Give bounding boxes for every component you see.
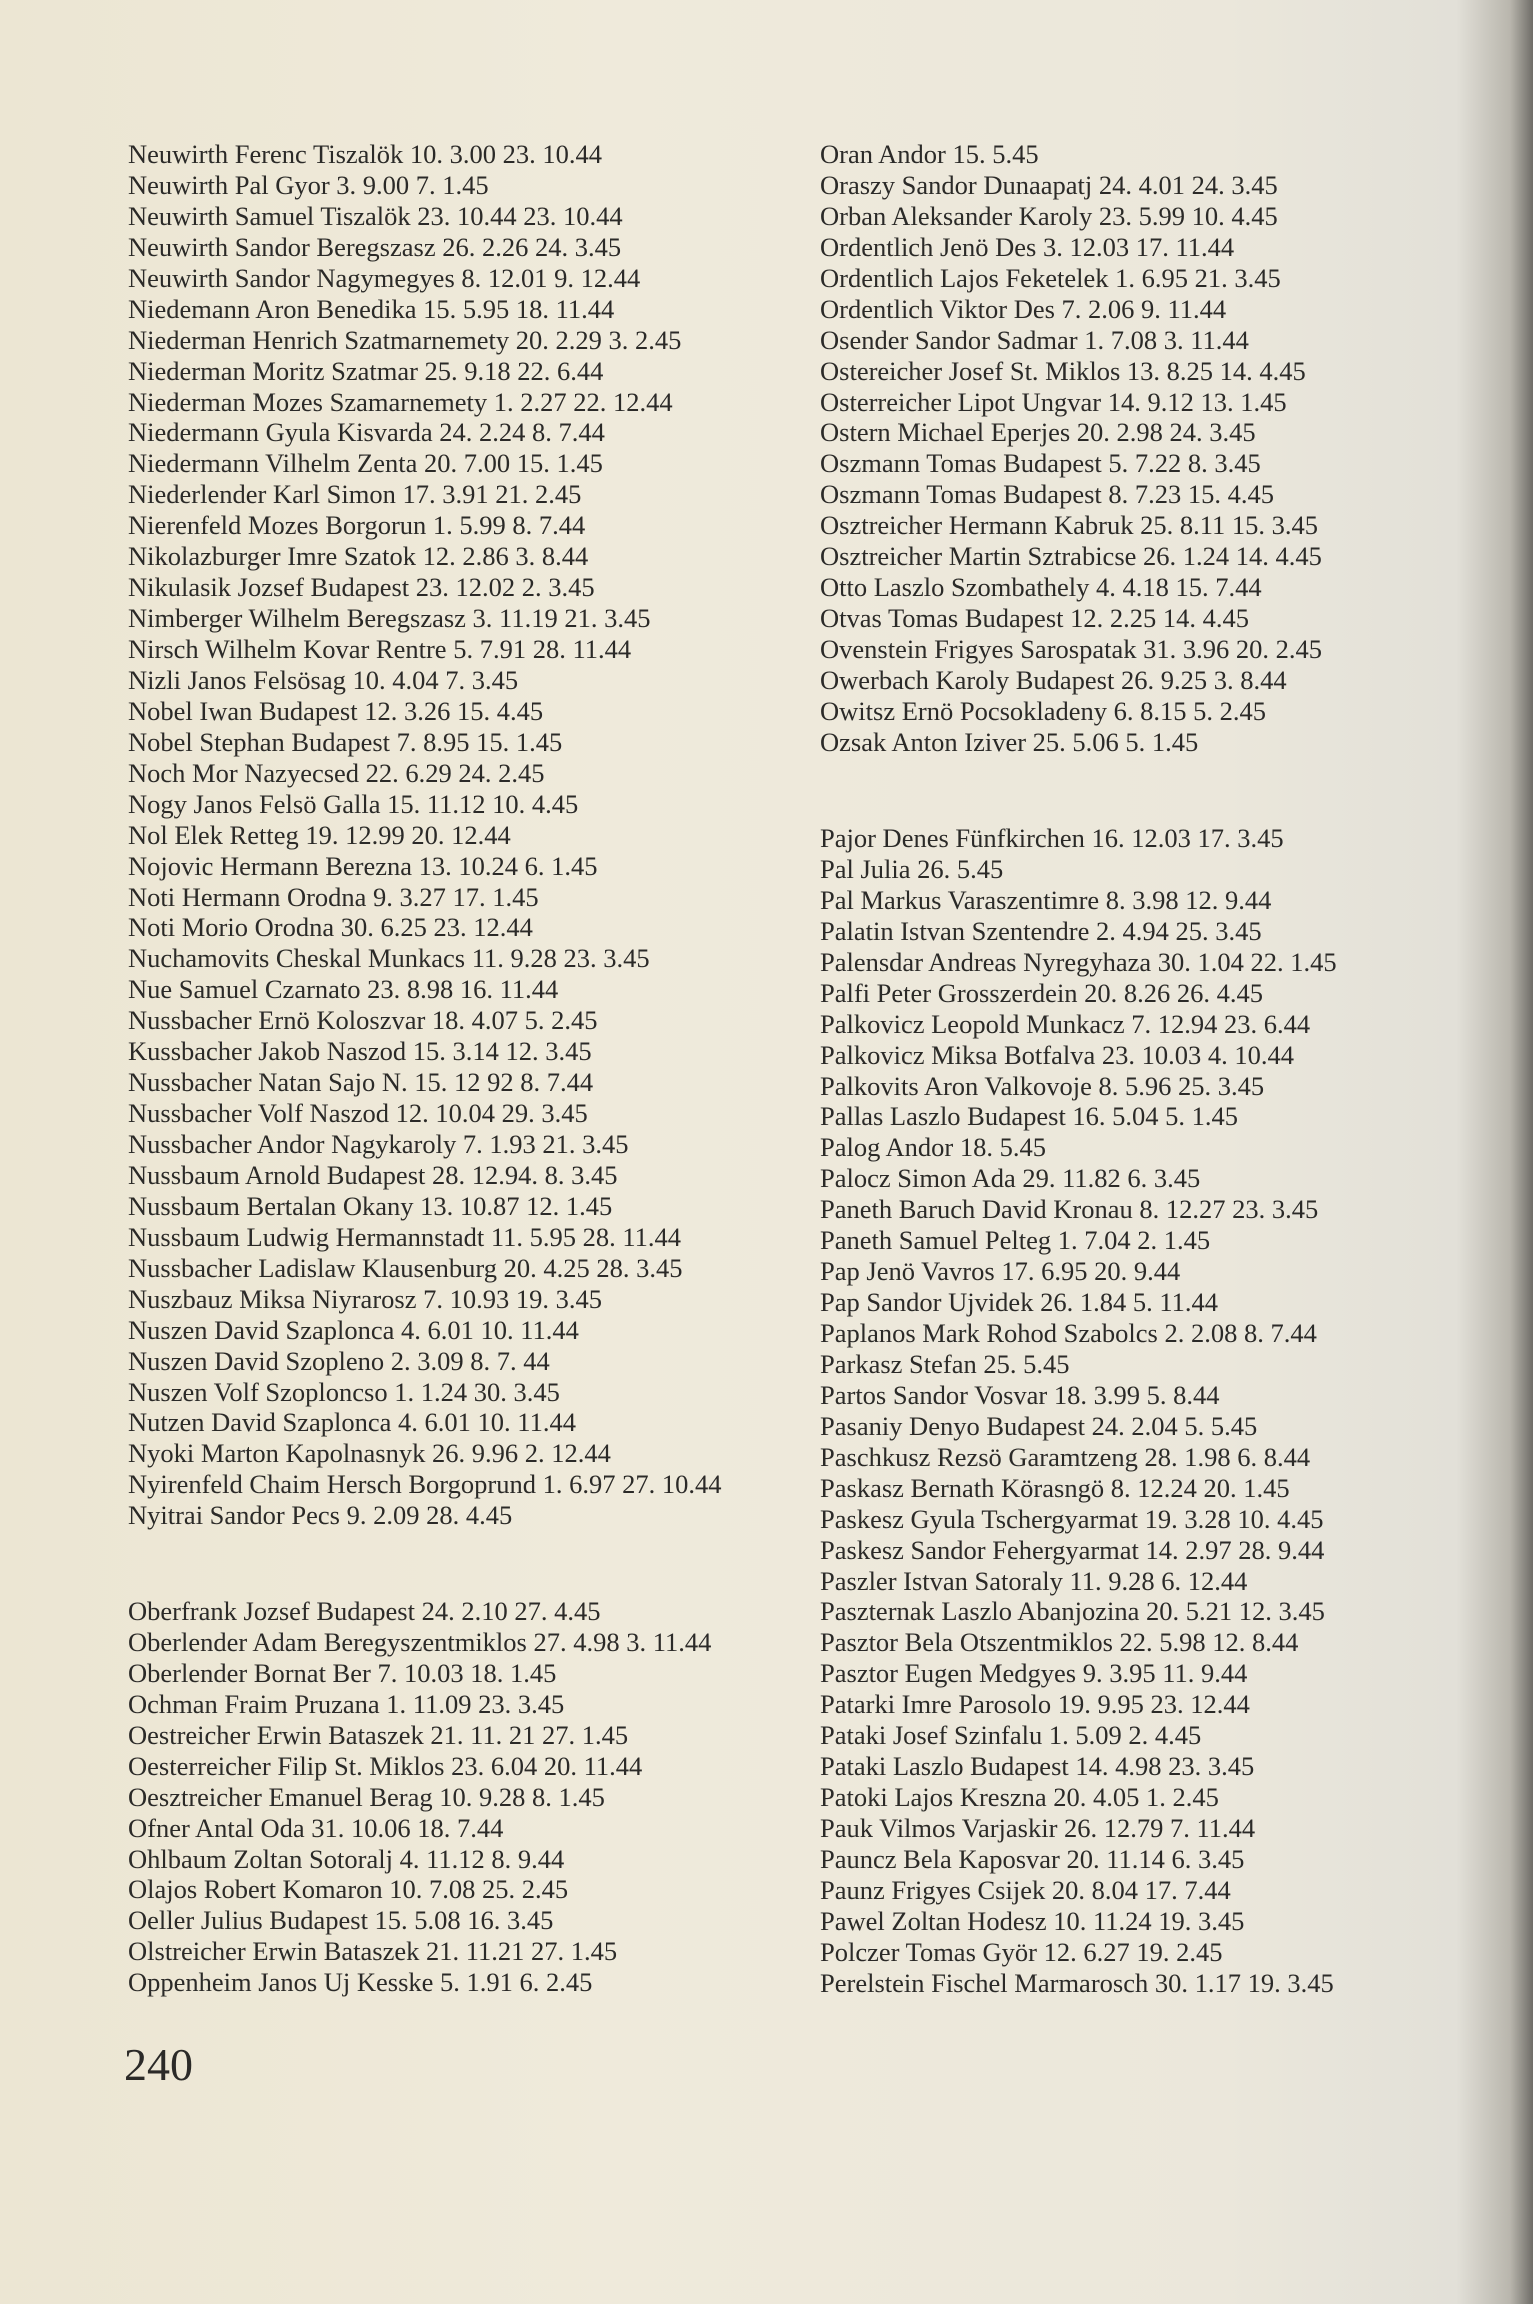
list-item: Neuwirth Sandor Nagymegyes 8. 12.01 9. 12.44 bbox=[128, 262, 641, 293]
list-item: Nussbaum Bertalan Okany 13. 10.87 12. 1.45 bbox=[128, 1190, 613, 1221]
list-item: Neuwirth Pal Gyor 3. 9.00 7. 1.45 bbox=[128, 169, 489, 200]
list-item: Palkovicz Miksa Botfalva 23. 10.03 4. 10.44 bbox=[820, 1039, 1294, 1070]
list-item: Palfi Peter Grosszerdein 20. 8.26 26. 4.45 bbox=[820, 977, 1264, 1008]
list-item: Paschkusz Rezsö Garamtzeng 28. 1.98 6. 8.44 bbox=[820, 1441, 1311, 1472]
list-item: Niedermann Vilhelm Zenta 20. 7.00 15. 1.45 bbox=[128, 448, 603, 479]
list-item: Niedemann Aron Benedika 15. 5.95 18. 11.44 bbox=[128, 293, 615, 324]
list-item: Parkasz Stefan 25. 5.45 bbox=[820, 1348, 1070, 1379]
list-item: Noti Hermann Orodna 9. 3.27 17. 1.45 bbox=[128, 881, 539, 912]
list-item: Pajor Denes Fünfkirchen 16. 12.03 17. 3.45 bbox=[820, 823, 1284, 853]
list-item: Paneth Samuel Pelteg 1. 7.04 2. 1.45 bbox=[820, 1225, 1211, 1256]
list-item: Nutzen David Szaplonca 4. 6.01 10. 11.44 bbox=[128, 1407, 576, 1438]
list-item: Pap Jenö Vavros 17. 6.95 20. 9.44 bbox=[820, 1256, 1181, 1287]
list-item: Pawel Zoltan Hodesz 10. 11.24 19. 3.45 bbox=[820, 1905, 1245, 1936]
list-item: Oberlender Adam Beregyszentmiklos 27. 4.98 3. 11.44 bbox=[128, 1626, 712, 1657]
list-item: Oberfrank Jozsef Budapest 24. 2.10 27. 4.45 bbox=[128, 1596, 601, 1626]
list-item: Nierenfeld Mozes Borgorun 1. 5.99 8. 7.44 bbox=[128, 510, 586, 541]
list-item: Pal Julia 26. 5.45 bbox=[820, 853, 1004, 884]
list-item: Niederman Henrich Szatmarnemety 20. 2.29 3. 2.45 bbox=[128, 324, 682, 355]
section-n-list bbox=[128, 139, 721, 1531]
list-item: Nussbacher Ernö Koloszvar 18. 4.07 5. 2.45 bbox=[128, 1005, 598, 1036]
list-item: Nimberger Wilhelm Beregszasz 3. 11.19 21. 3.45 bbox=[128, 603, 651, 634]
list-item: Nojovic Hermann Berezna 13. 10.24 6. 1.45 bbox=[128, 850, 598, 881]
list-item: Patarki Imre Parosolo 19. 9.95 23. 12.44 bbox=[820, 1689, 1250, 1720]
list-item: Osztreicher Martin Sztrabicse 26. 1.24 14. 4.45 bbox=[820, 541, 1322, 572]
list-item: Noch Mor Nazyecsed 22. 6.29 24. 2.45 bbox=[128, 757, 545, 788]
list-item: Nirsch Wilhelm Kovar Rentre 5. 7.91 28. 11.44 bbox=[128, 634, 632, 664]
list-item: Owerbach Karoly Budapest 26. 9.25 3. 8.44 bbox=[820, 664, 1287, 695]
list-item: Otto Laszlo Szombathely 4. 4.18 15. 7.44 bbox=[820, 572, 1262, 603]
list-item: Neuwirth Ferenc Tiszalök 10. 3.00 23. 10.44 bbox=[128, 139, 603, 169]
list-item: Palensdar Andreas Nyregyhaza 30. 1.04 22. 1.45 bbox=[820, 946, 1337, 977]
list-item: Perelstein Fischel Marmarosch 30. 1.17 19. 3.45 bbox=[820, 1967, 1334, 1998]
list-item: Ofner Antal Oda 31. 10.06 18. 7.44 bbox=[128, 1812, 504, 1843]
list-item: Pasaniy Denyo Budapest 24. 2.04 5. 5.45 bbox=[820, 1410, 1258, 1441]
section-o-list bbox=[128, 1596, 711, 1998]
list-item: Nyitrai Sandor Pecs 9. 2.09 28. 4.45 bbox=[128, 1500, 513, 1531]
list-item: Oesztreicher Emanuel Berag 10. 9.28 8. 1.45 bbox=[128, 1781, 605, 1812]
page-number: 240 bbox=[124, 2039, 193, 2090]
list-item: Nobel Stephan Budapest 7. 8.95 15. 1.45 bbox=[128, 726, 563, 757]
list-item: Palkovits Aron Valkovoje 8. 5.96 25. 3.45 bbox=[820, 1070, 1265, 1101]
list-item: Patoki Lajos Kreszna 20. 4.05 1. 2.45 bbox=[820, 1782, 1219, 1813]
list-item: Pal Markus Varaszentimre 8. 3.98 12. 9.44 bbox=[820, 884, 1272, 915]
list-item: Osztreicher Hermann Kabruk 25. 8.11 15. 3.45 bbox=[820, 510, 1318, 541]
list-item: Pauk Vilmos Varjaskir 26. 12.79 7. 11.44 bbox=[820, 1813, 1256, 1843]
list-item: Pasztor Bela Otszentmiklos 22. 5.98 12. 8.44 bbox=[820, 1627, 1299, 1658]
list-item: Ostereicher Josef St. Miklos 13. 8.25 14. 4.45 bbox=[820, 355, 1306, 386]
section-p-list bbox=[820, 823, 1337, 1999]
list-item: Paszternak Laszlo Abanjozina 20. 5.21 12. 3.45 bbox=[820, 1596, 1325, 1627]
list-item: Nyoki Marton Kapolnasnyk 26. 9.96 2. 12.44 bbox=[128, 1438, 611, 1469]
list-item: Oeller Julius Budapest 15. 5.08 16. 3.45 bbox=[128, 1905, 554, 1936]
list-item: Oppenheim Janos Uj Kesske 5. 1.91 6. 2.45 bbox=[128, 1967, 593, 1998]
list-item: Kussbacher Jakob Naszod 15. 3.14 12. 3.45 bbox=[128, 1036, 592, 1067]
list-item: Nuchamovits Cheskal Munkacs 11. 9.28 23. 3.45 bbox=[128, 943, 650, 974]
list-item: Niedermann Gyula Kisvarda 24. 2.24 8. 7.44 bbox=[128, 417, 605, 448]
list-item: Owitsz Ernö Pocsokladeny 6. 8.15 5. 2.45 bbox=[820, 695, 1267, 726]
list-item: Ordentlich Viktor Des 7. 2.06 9. 11.44 bbox=[820, 293, 1227, 324]
list-item: Ordentlich Lajos Feketelek 1. 6.95 21. 3.45 bbox=[820, 262, 1281, 293]
list-item: Palkovicz Leopold Munkacz 7. 12.94 23. 6.44 bbox=[820, 1008, 1311, 1039]
list-item: Paskesz Sandor Fehergyarmat 14. 2.97 28. 9.44 bbox=[820, 1534, 1325, 1565]
list-item: Partos Sandor Vosvar 18. 3.99 5. 8.44 bbox=[820, 1379, 1220, 1410]
list-item: Pap Sandor Ujvidek 26. 1.84 5. 11.44 bbox=[820, 1287, 1218, 1318]
list-item: Paskesz Gyula Tschergyarmat 19. 3.28 10. 4.45 bbox=[820, 1503, 1324, 1534]
list-item: Oberlender Bornat Ber 7. 10.03 18. 1.45 bbox=[128, 1657, 557, 1688]
list-item: Nussbacher Volf Naszod 12. 10.04 29. 3.45 bbox=[128, 1098, 588, 1129]
list-item: Neuwirth Samuel Tiszalök 23. 10.44 23. 10.44 bbox=[128, 200, 623, 231]
list-item: Ordentlich Jenö Des 3. 12.03 17. 11.44 bbox=[820, 231, 1235, 262]
list-item: Niederman Moritz Szatmar 25. 9.18 22. 6.44 bbox=[128, 355, 604, 386]
list-item: Ochman Fraim Pruzana 1. 11.09 23. 3.45 bbox=[128, 1688, 565, 1719]
list-item: Nuszbauz Miksa Niyrarosz 7. 10.93 19. 3.45 bbox=[128, 1283, 602, 1314]
list-item: Osterreicher Lipot Ungvar 14. 9.12 13. 1.45 bbox=[820, 386, 1287, 417]
list-item: Nussbaum Ludwig Hermannstadt 11. 5.95 28. 11.44 bbox=[128, 1221, 682, 1252]
list-item: Nussbacher Natan Sajo N. 15. 12 92 8. 7.44 bbox=[128, 1067, 594, 1098]
list-item: Olstreicher Erwin Bataszek 21. 11.21 27. 1.45 bbox=[128, 1936, 618, 1967]
list-item: Paszler Istvan Satoraly 11. 9.28 6. 12.44 bbox=[820, 1565, 1248, 1596]
list-item: Pauncz Bela Kaposvar 20. 11.14 6. 3.45 bbox=[820, 1843, 1245, 1874]
list-item: Paneth Baruch David Kronau 8. 12.27 23. 3.45 bbox=[820, 1194, 1319, 1225]
list-item: Oraszy Sandor Dunaapatj 24. 4.01 24. 3.45 bbox=[820, 169, 1278, 200]
list-item: Ozsak Anton Iziver 25. 5.06 5. 1.45 bbox=[820, 726, 1199, 757]
list-item: Paplanos Mark Rohod Szabolcs 2. 2.08 8. 7.44 bbox=[820, 1318, 1317, 1348]
list-item: Neuwirth Sandor Beregszasz 26. 2.26 24. 3.45 bbox=[128, 231, 622, 262]
list-item: Palocz Simon Ada 29. 11.82 6. 3.45 bbox=[820, 1163, 1201, 1194]
list-item: Nikolazburger Imre Szatok 12. 2.86 3. 8.44 bbox=[128, 541, 589, 572]
list-item: Ovenstein Frigyes Sarospatak 31. 3.96 20. 2.45 bbox=[820, 634, 1322, 664]
list-item: Oran Andor 15. 5.45 bbox=[820, 139, 1039, 169]
list-item: Oszmann Tomas Budapest 8. 7.23 15. 4.45 bbox=[820, 479, 1275, 510]
list-item: Pataki Laszlo Budapest 14. 4.98 23. 3.45 bbox=[820, 1751, 1255, 1782]
list-item: Oszmann Tomas Budapest 5. 7.22 8. 3.45 bbox=[820, 448, 1261, 479]
list-item: Nizli Janos Felsösag 10. 4.04 7. 3.45 bbox=[128, 664, 519, 695]
list-item: Pataki Josef Szinfalu 1. 5.09 2. 4.45 bbox=[820, 1720, 1202, 1751]
list-item: Nuszen Volf Szoploncso 1. 1.24 30. 3.45 bbox=[128, 1376, 560, 1407]
list-item: Polczer Tomas Györ 12. 6.27 19. 2.45 bbox=[820, 1936, 1223, 1967]
list-item: Palatin Istvan Szentendre 2. 4.94 25. 3.45 bbox=[820, 915, 1262, 946]
list-item: Orban Aleksander Karoly 23. 5.99 10. 4.45 bbox=[820, 200, 1278, 231]
list-item: Olajos Robert Komaron 10. 7.08 25. 2.45 bbox=[128, 1874, 569, 1905]
list-item: Ohlbaum Zoltan Sotoralj 4. 11.12 8. 9.44 bbox=[128, 1843, 565, 1874]
list-item: Pallas Laszlo Budapest 16. 5.04 5. 1.45 bbox=[820, 1101, 1239, 1132]
list-item: Nol Elek Retteg 19. 12.99 20. 12.44 bbox=[128, 819, 511, 850]
list-item: Ostern Michael Eperjes 20. 2.98 24. 3.45 bbox=[820, 417, 1256, 448]
list-item: Palog Andor 18. 5.45 bbox=[820, 1132, 1046, 1163]
list-item: Nussbacher Ladislaw Klausenburg 20. 4.25 28. 3.45 bbox=[128, 1252, 683, 1283]
list-item: Oesterreicher Filip St. Miklos 23. 6.04 20. 11.44 bbox=[128, 1750, 643, 1781]
list-item: Otvas Tomas Budapest 12. 2.25 14. 4.45 bbox=[820, 603, 1249, 634]
list-item: Oestreicher Erwin Bataszek 21. 11. 21 27. 1.45 bbox=[128, 1719, 629, 1750]
list-item: Paskasz Bernath Körasngö 8. 12.24 20. 1.45 bbox=[820, 1472, 1290, 1503]
list-item: Nussbacher Andor Nagykaroly 7. 1.93 21. 3.45 bbox=[128, 1129, 629, 1159]
list-item: Paunz Frigyes Csijek 20. 8.04 17. 7.44 bbox=[820, 1874, 1231, 1905]
list-item: Nussbaum Arnold Budapest 28. 12.94. 8. 3.45 bbox=[128, 1159, 618, 1190]
list-item: Niederlender Karl Simon 17. 3.91 21. 2.45 bbox=[128, 479, 582, 510]
list-item: Nogy Janos Felsö Galla 15. 11.12 10. 4.45 bbox=[128, 788, 579, 819]
list-item: Nuszen David Szaplonca 4. 6.01 10. 11.44 bbox=[128, 1314, 579, 1345]
list-item: Noti Morio Orodna 30. 6.25 23. 12.44 bbox=[128, 912, 533, 943]
list-item: Niederman Mozes Szamarnemety 1. 2.27 22. 12.44 bbox=[128, 386, 673, 417]
list-item: Nikulasik Jozsef Budapest 23. 12.02 2. 3.45 bbox=[128, 572, 595, 603]
list-item: Nyirenfeld Chaim Hersch Borgoprund 1. 6.97 27. 10.44 bbox=[128, 1469, 722, 1500]
list-item: Nobel Iwan Budapest 12. 3.26 15. 4.45 bbox=[128, 695, 544, 726]
list-item: Nuszen David Szopleno 2. 3.09 8. 7. 44 bbox=[128, 1345, 550, 1376]
list-item: Osender Sandor Sadmar 1. 7.08 3. 11.44 bbox=[820, 324, 1249, 355]
list-item: Nue Samuel Czarnato 23. 8.98 16. 11.44 bbox=[128, 974, 559, 1005]
list-item: Pasztor Eugen Medgyes 9. 3.95 11. 9.44 bbox=[820, 1658, 1248, 1689]
section-o-continued-list bbox=[820, 139, 1322, 758]
